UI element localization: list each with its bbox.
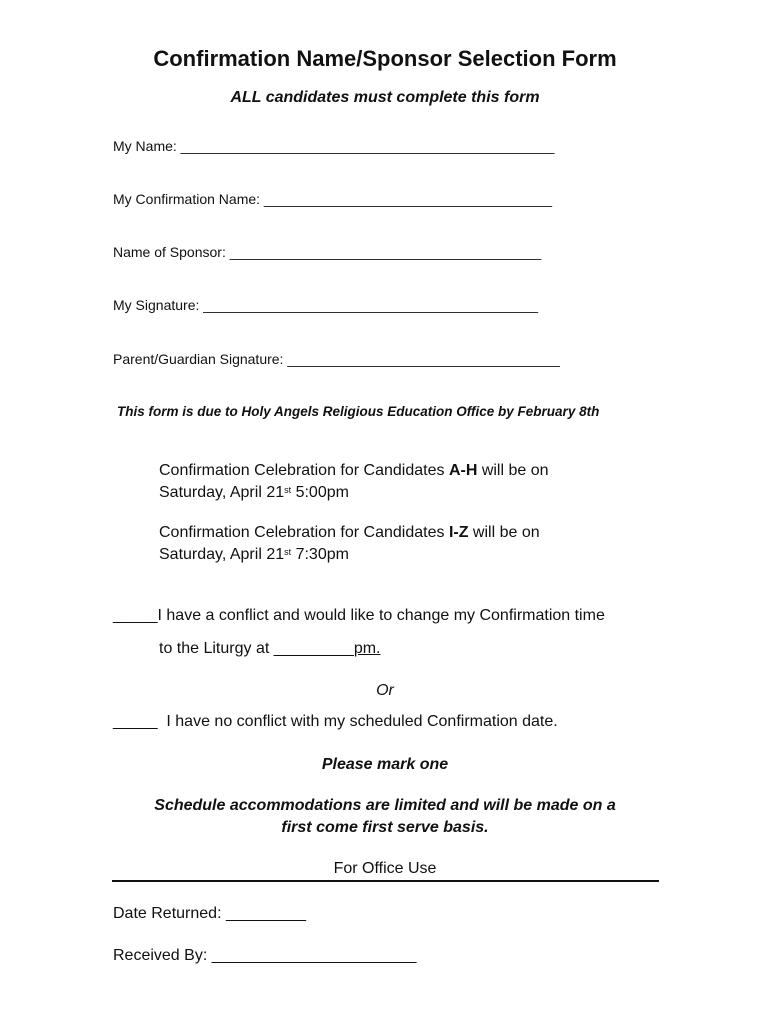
sponsor-name-field[interactable]: Name of Sponsor: ________________________________________ [113, 244, 542, 260]
due-notice: This form is due to Holy Angels Religious Education Office by February 8th [117, 404, 600, 419]
my-name-field[interactable]: My Name: ________________________________________________ [113, 138, 555, 154]
office-divider [112, 880, 659, 882]
celebration-i-z-line1: Confirmation Celebration for Candidates I-Z will be on [159, 524, 540, 541]
celebration-i-z [159, 522, 540, 566]
conflict-checkbox-blank[interactable]: _____ [113, 607, 158, 624]
date-returned-field[interactable]: Date Returned: _________ [113, 905, 307, 922]
conflict-option[interactable] [113, 607, 605, 625]
conflict-time-line: to the Liturgy at _________pm. [159, 640, 381, 657]
celebration-a-h-line2: Saturday, April 21st 5:00pm [159, 484, 349, 501]
parent-signature-field[interactable]: Parent/Guardian Signature: ___________________________________ [113, 351, 560, 367]
form-title: Confirmation Name/Sponsor Selection Form [153, 46, 617, 71]
celebration-a-h [159, 460, 549, 504]
schedule-note-line1: Schedule accommodations are limited and will be made on a [154, 797, 616, 814]
my-signature-field[interactable]: My Signature: ___________________________________________ [113, 297, 539, 313]
schedule-note-line2: first come first serve basis. [281, 819, 489, 836]
office-use-heading: For Office Use [333, 860, 437, 877]
conflict-time-blank[interactable]: _________ [273, 640, 354, 657]
no-conflict-checkbox-blank[interactable]: _____ [113, 713, 158, 730]
no-conflict-option[interactable] [113, 713, 558, 731]
celebration-i-z-line2: Saturday, April 21st 7:30pm [159, 546, 349, 563]
received-by-field[interactable]: Received By: _______________________ [113, 947, 417, 964]
or-label: Or [376, 682, 394, 699]
conflict-option-text: I have a conflict and would like to change my Confirmation time [157, 607, 605, 624]
form-subtitle: ALL candidates must complete this form [230, 89, 540, 106]
no-conflict-option-text: I have no conflict with my scheduled Confirmation date. [157, 713, 558, 730]
please-mark-one: Please mark one [321, 756, 449, 773]
celebration-a-h-line1: Confirmation Celebration for Candidates A-H will be on [159, 462, 549, 479]
confirmation-name-field[interactable]: My Confirmation Name: _____________________________________ [113, 191, 553, 207]
